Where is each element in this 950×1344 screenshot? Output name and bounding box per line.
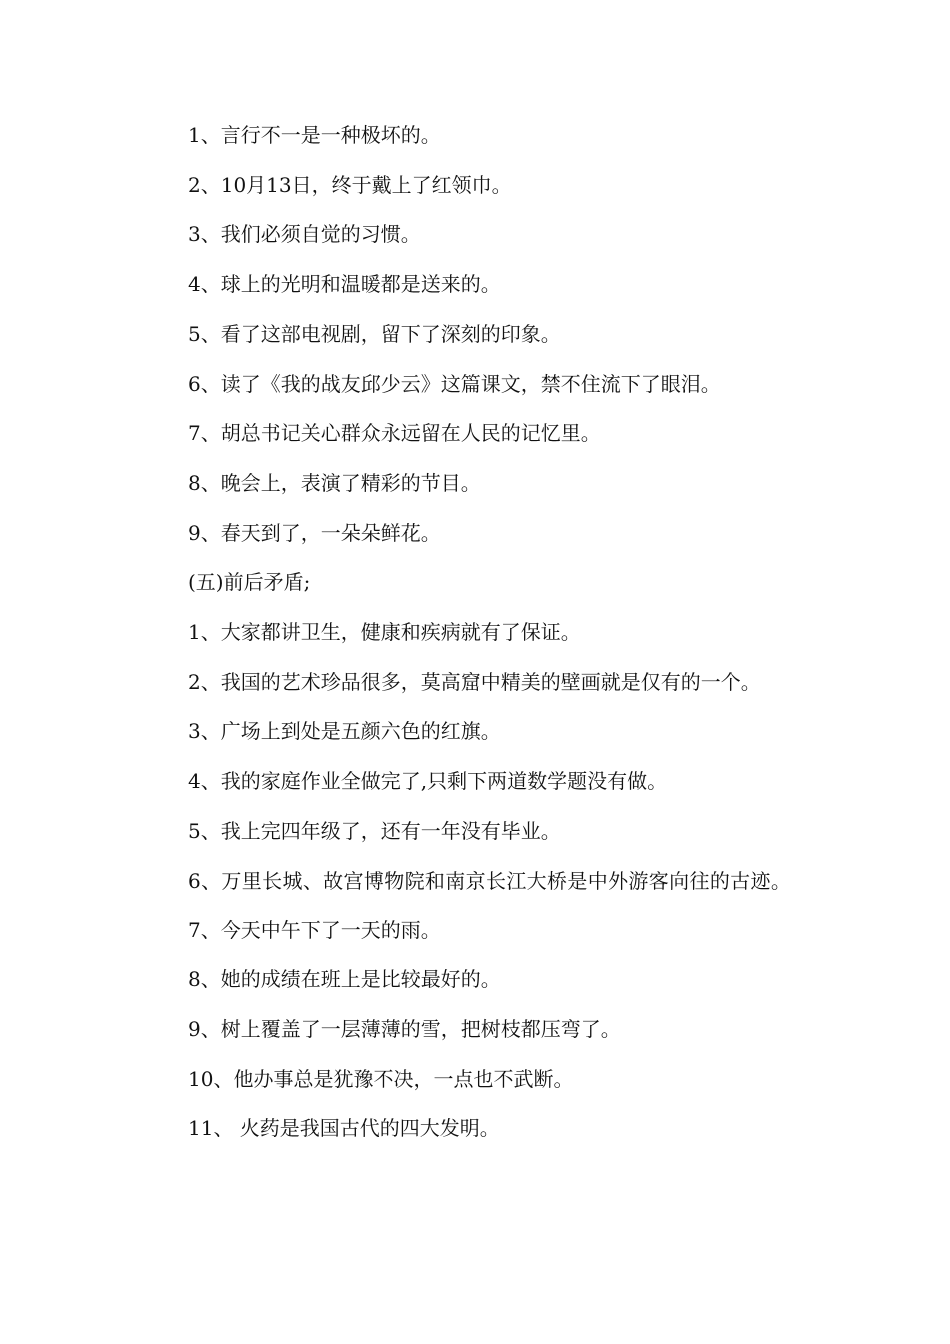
paragraph-line-1: 1、言行不一是一种极坏的。 <box>188 123 441 147</box>
paragraph-line-17: 8、她的成绩在班上是比较最好的。 <box>188 967 501 992</box>
paragraph-line-13: 4、我的家庭作业全做完了,只剩下两道数学题没有做。 <box>188 769 668 794</box>
paragraph-line-4: 4、球上的光明和温暖都是送来的。 <box>188 272 501 297</box>
paragraph-line-10: 1、大家都讲卫生，健康和疾病就有了保证。 <box>188 620 581 645</box>
section-heading: (五)前后矛盾; <box>188 570 311 595</box>
paragraph-line-16: 7、今天中午下了一天的雨。 <box>188 917 441 942</box>
paragraph-line-19: 10、他办事总是犹豫不决，一点也不武断。 <box>188 1066 574 1091</box>
paragraph-line-7: 7、胡总书记关心群众永远留在人民的记忆里。 <box>188 421 601 446</box>
document-body <box>143 111 813 1154</box>
paragraph-line-3: 3、我们必须自觉的习惯。 <box>188 222 421 247</box>
paragraph-line-11: 2、我国的艺术珍品很多，莫高窟中精美的壁画就是仅有的一个。 <box>188 669 761 694</box>
paragraph-line-18: 9、树上覆盖了一层薄薄的雪，把树枝都压弯了。 <box>188 1016 621 1041</box>
paragraph-line-2: 2、10月13日，终于戴上了红领巾。 <box>188 172 512 197</box>
paragraph-line-14: 5、我上完四年级了，还有一年没有毕业。 <box>188 818 561 843</box>
paragraph-line-6: 6、读了《我的战友邱少云》这篇课文，禁不住流下了眼泪。 <box>188 371 721 396</box>
paragraph-line-5: 5、看了这部电视剧，留下了深刻的印象。 <box>188 321 561 346</box>
paragraph-line-12: 3、广场上到处是五颜六色的红旗。 <box>188 719 501 744</box>
paragraph-line-8: 8、晚会上，表演了精彩的节目。 <box>188 470 481 495</box>
paragraph-line-9: 9、春天到了，一朵朵鲜花。 <box>188 520 441 545</box>
paragraph-line-20: 11、 火药是我国古代的四大发明。 <box>188 1116 500 1141</box>
paragraph-line-15: 6、万里长城、故宫博物院和南京长江大桥是中外游客向往的古迹。 <box>188 868 792 893</box>
